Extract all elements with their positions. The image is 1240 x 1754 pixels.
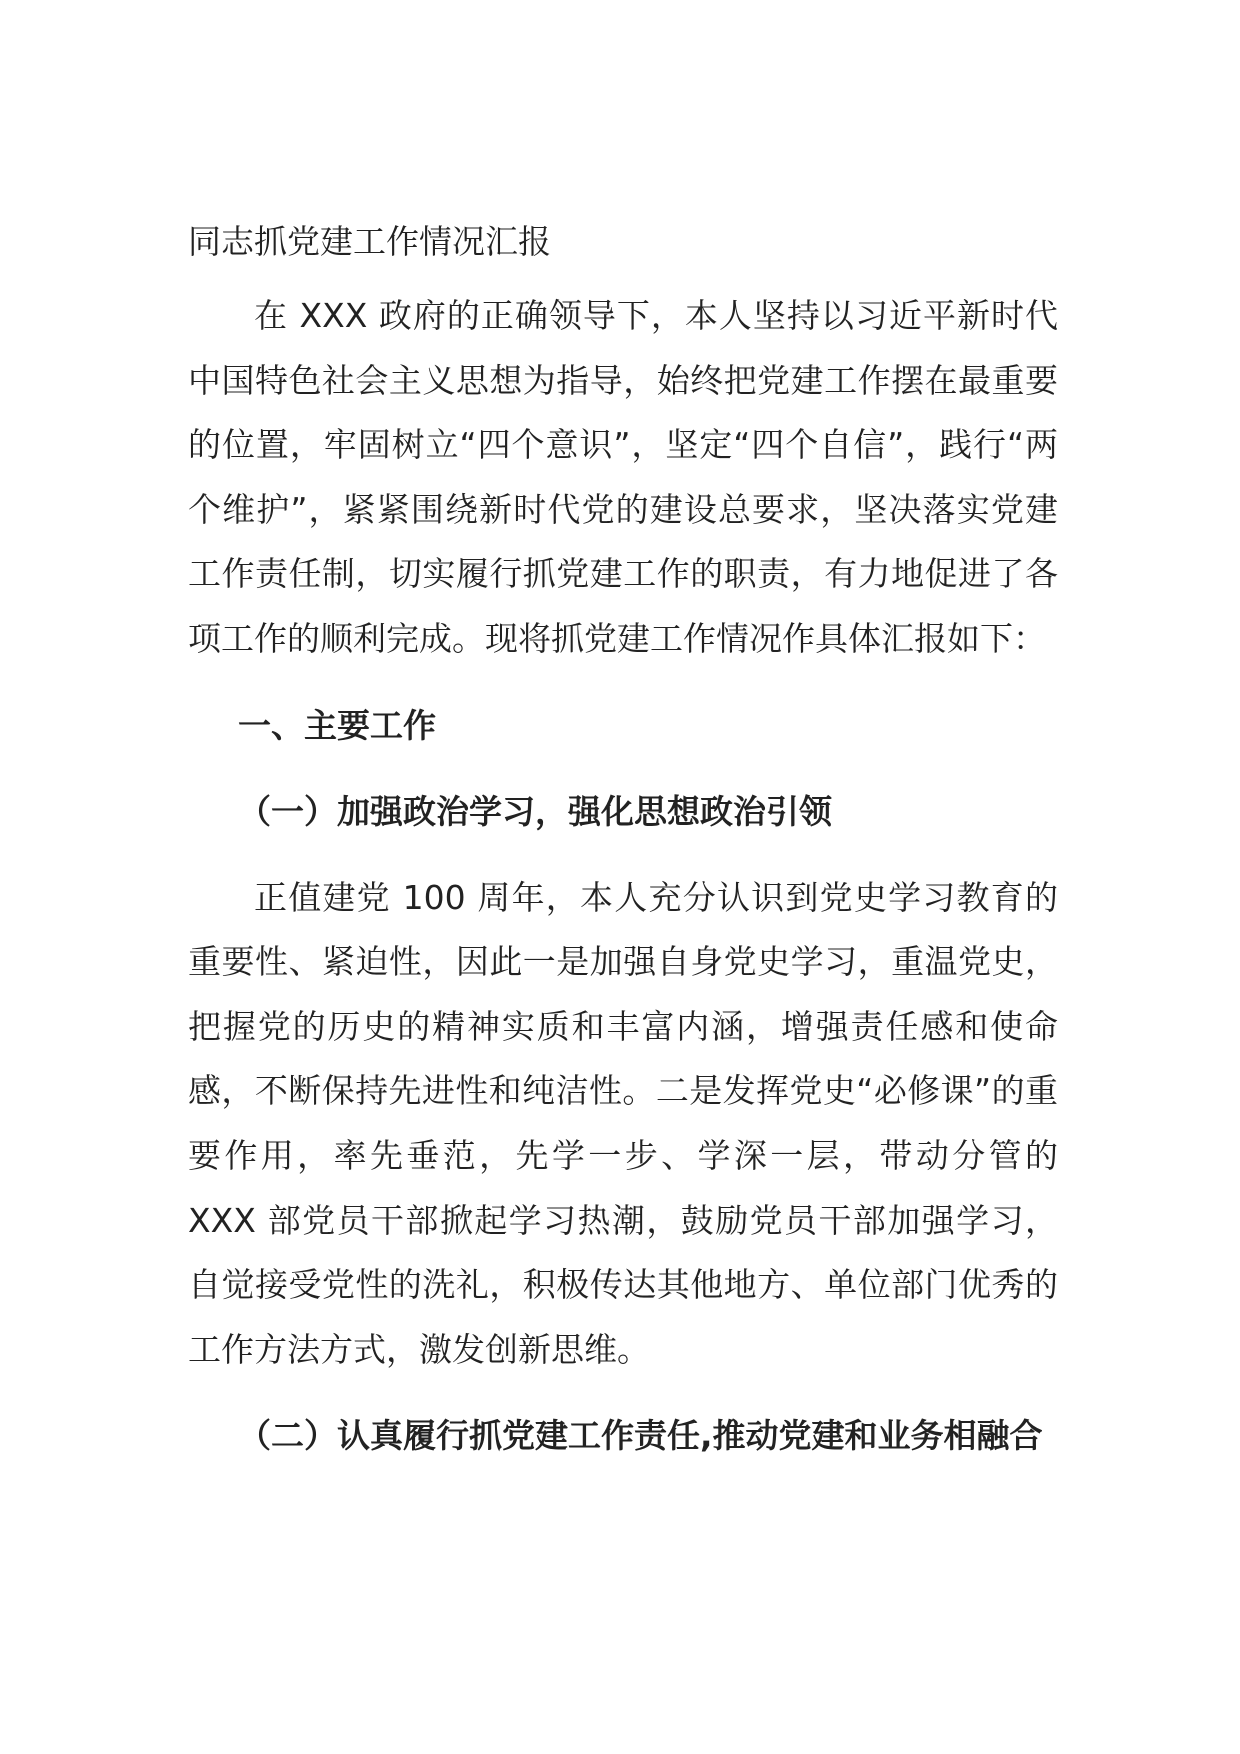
political-study-paragraph: 正值建党 100 周年，本人充分认识到党史学习教育的重要性、紧迫性，因此一是加强自身党史学习，重温党史，把握党的历史的精神实质和丰富内涵，增强责任感和使命感，不断保持先进性和纯洁性。二是发挥党史“必修课”的重要作用，率先垂范，先学一步、学深一层，带动分管的 XXX 部党员干部掀起学习热潮，鼓励党员干部加强学习，自觉接受党性的洗礼，积极传达其他地方、单位部门优秀的工作方法方式，激发创新思维。 <box>188 877 1058 1369</box>
section-heading-main-work: 一、主要工作 <box>238 705 436 745</box>
document-body <box>188 210 1058 1490</box>
intro-paragraph: 在 XXX 政府的正确领导下，本人坚持以习近平新时代中国特色社会主义思想为指导，始终把党建工作摆在最重要的位置，牢固树立“四个意识”，坚定“四个自信”，践行“两个维护”，紧紧围绕新时代党的建设总要求，坚决落实党建工作责任制，切实履行抓党建工作的职责，有力地促进了各项工作的顺利完成。现将抓党建工作情况作具体汇报如下： <box>188 296 1058 658</box>
subsection-heading-political-study: （一）加强政治学习，强化思想政治引领 <box>238 791 832 831</box>
subsection-heading-party-building-responsibility: （二）认真履行抓党建工作责任,推动党建和业务相融合 <box>238 1416 1043 1456</box>
document-title: 同志抓党建工作情况汇报 <box>188 222 551 261</box>
